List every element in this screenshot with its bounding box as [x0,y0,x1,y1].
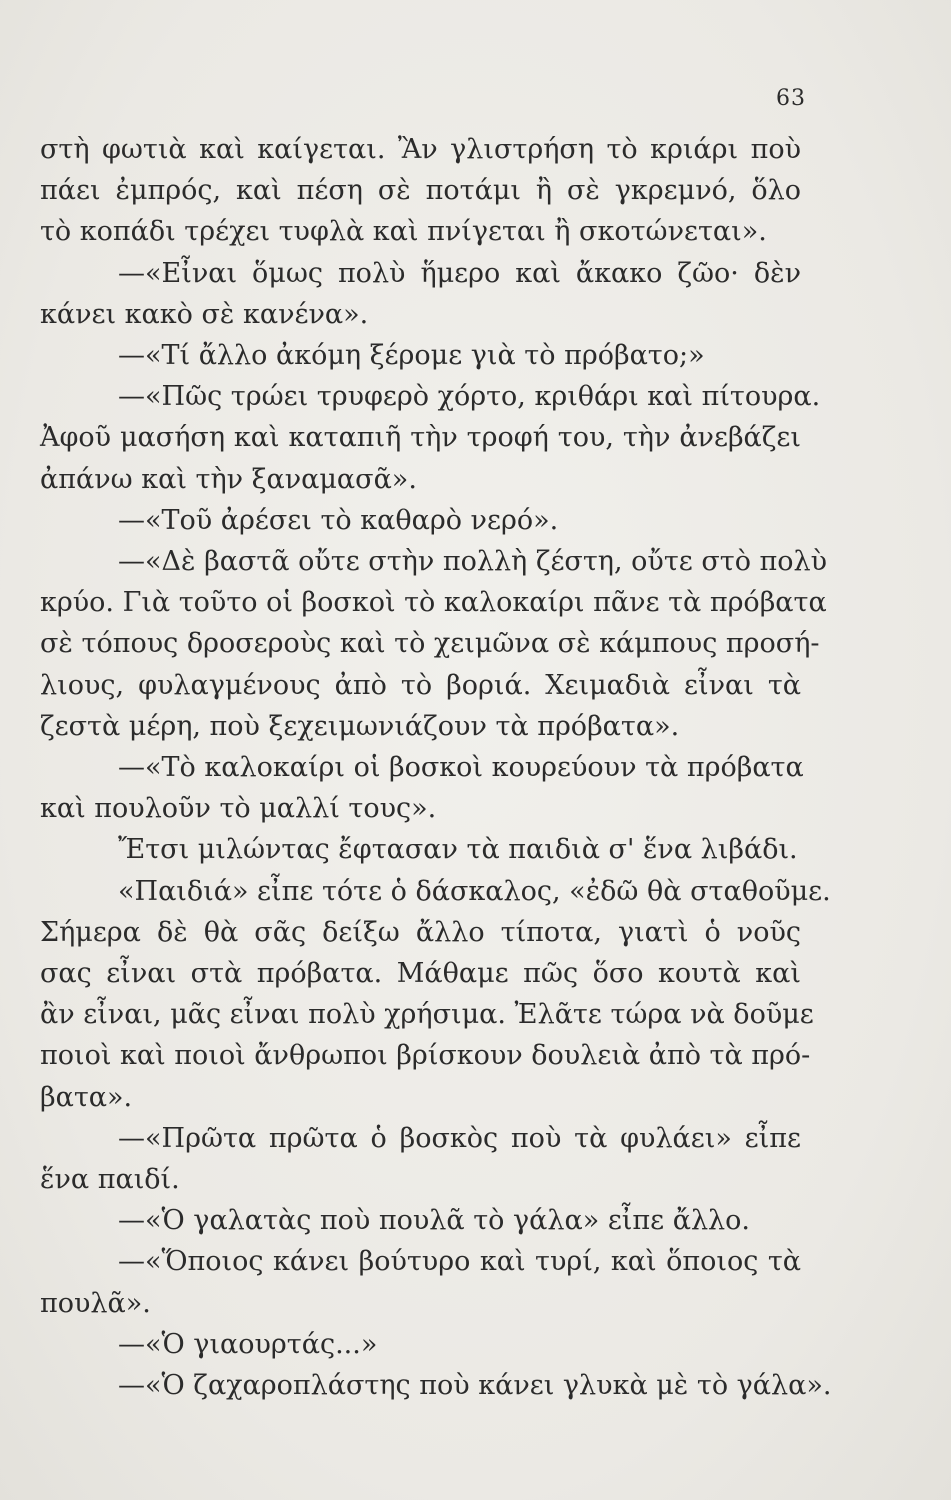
text-line: «Παιδιά» εἶπε τότε ὁ δάσκαλος, «ἐδῶ θὰ σταθοῦμε. [118,875,831,907]
text-line: —«Δὲ βαστᾶ οὔτε στὴν πολλὴ ζέστη, οὔτε στὸ πολὺ [118,546,828,577]
text-line: τὸ κοπάδι τρέχει τυφλὰ καὶ πνίγεται ἢ σκοτώνεται». [40,216,767,248]
text-line: στὴ φωτιὰ καὶ καίγεται. Ἂν γλιστρήση τὸ κριάρι ποὺ [40,134,801,165]
text-line: —«Τοῦ ἀρέσει τὸ καθαρὸ νερό». [118,504,559,536]
text-line: —«Τὸ καλοκαίρι οἱ βοσκοὶ κουρεύουν τὰ πρόβατα [118,752,804,783]
text-line: ἂν εἶναι, μᾶς εἶναι πολὺ χρήσιμα. Ἐλᾶτε τώρα νὰ δοῦμε [40,999,814,1031]
text-line: Ἔτσι μιλώντας ἔφτασαν τὰ παιδιὰ σ' ἕνα λιβάδι. [118,834,798,866]
text-line: —«Ὁ ζαχαροπλάστης ποὺ κάνει γλυκὰ μὲ τὸ γάλα». [118,1370,832,1401]
text-line: σας εἶναι στὰ πρόβατα. Μάθαμε πῶς ὅσο κουτὰ καὶ [40,958,801,989]
text-line: ζεστὰ μέρη, ποὺ ξεχειμωνιάζουν τὰ πρόβατα». [40,710,680,742]
text-line: Ἀφοῦ μασήση καὶ καταπιῆ τὴν τροφή του, τὴν ἀνεβάζει [40,422,801,454]
text-line: ἀπάνω καὶ τὴν ξαναμασᾶ». [40,463,417,495]
text-line: Σήμερα δὲ θὰ σᾶς δείξω ἄλλο τίποτα, γιατὶ ὁ νοῦς [40,916,801,948]
text-line: ἕνα παιδί. [40,1164,180,1195]
text-line: κάνει κακὸ σὲ κανένα». [40,298,369,330]
text-line: ποιοὶ καὶ ποιοὶ ἄνθρωποι βρίσκουν δουλειὰ ἀπὸ τὰ πρό- [40,1040,811,1072]
text-line: βατα». [40,1081,133,1113]
text-line: πουλᾶ». [40,1287,151,1319]
text-line: καὶ πουλοῦν τὸ μαλλί τους». [40,793,437,825]
text-line: —«Ὁ γαλατὰς ποὺ πουλᾶ τὸ γάλα» εἶπε ἄλλο. [118,1205,751,1237]
text-line: λιους, φυλαγμένους ἀπὸ τὸ βοριά. Χειμαδιὰ εἶναι τὰ [40,669,801,701]
text-line: —«Ὁ γιαουρτάς...» [118,1328,378,1360]
page-number: 63 [776,86,806,111]
text-line: —«Πῶς τρώει τρυφερὸ χόρτο, κριθάρι καὶ πίτουρα. [118,381,821,413]
text-line: —«Τί ἄλλο ἀκόμη ξέρομε γιὰ τὸ πρόβατο;» [118,340,705,371]
text-line: —«Πρῶτα πρῶτα ὁ βοσκὸς ποὺ τὰ φυλάει» εἶπε [118,1122,801,1154]
text-line: —«Εἶναι ὅμως πολὺ ἥμερο καὶ ἄκακο ζῶο· δὲν [118,257,801,289]
text-line: πάει ἐμπρός, καὶ πέση σὲ ποτάμι ἢ σὲ γκρεμνό, ὅλο [40,175,801,207]
text-line: κρύο. Γιὰ τοῦτο οἱ βοσκοὶ τὸ καλοκαίρι πᾶνε τὰ πρόβατα [40,587,827,619]
text-line: σὲ τόπους δροσεροὺς καὶ τὸ χειμῶνα σὲ κάμπους προσή- [40,628,820,660]
text-line: —«Ὅποιος κάνει βούτυρο καὶ τυρί, καὶ ὅποιος τὰ [118,1246,801,1278]
